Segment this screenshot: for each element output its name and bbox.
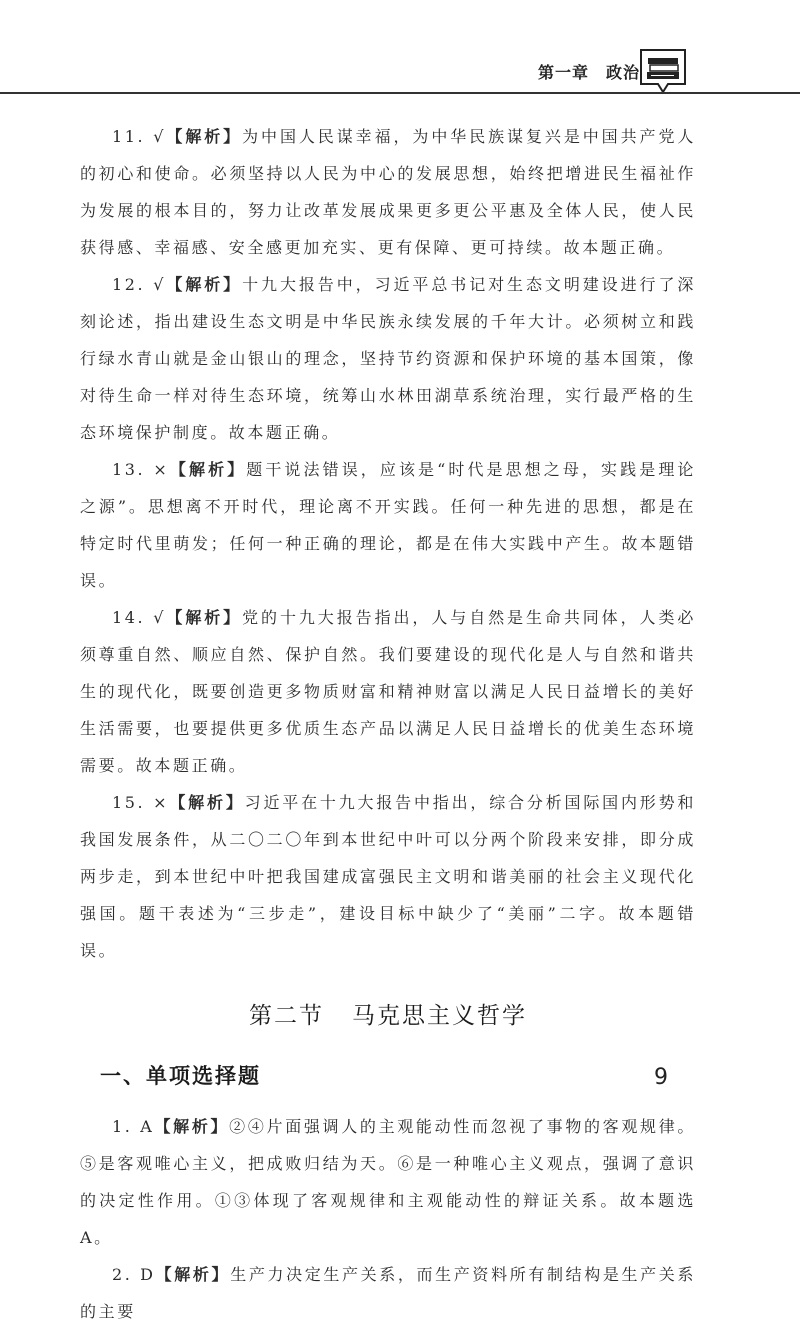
- answer-text: 党的十九大报告指出，人与自然是生命共同体，人类必须尊重自然、顺应自然、保护自然。我们要建设的现代化是人与自然和谐共生的现代化，既要创造更多物质财富和精神财富以满足人民日益增长的美好生活需要，也要提供更多优质生态产品以满足人民日益增长的优美生态环境需要。故本题正确。: [80, 608, 696, 775]
- answer-13: [80, 451, 696, 599]
- section-number: 第二节: [249, 1003, 324, 1029]
- section-title: [80, 997, 696, 1030]
- answer-2: [80, 1256, 696, 1330]
- answer-15: [80, 784, 696, 969]
- books-icon: [638, 46, 688, 96]
- analysis-tag: 【解析】: [166, 608, 243, 627]
- answers-top: [80, 118, 696, 969]
- answer-number: 13. ×: [112, 460, 170, 479]
- answer-text: 习近平在十九大报告中指出，综合分析国际国内形势和我国发展条件，从二〇二〇年到本世纪中叶可以分两个阶段来安排，即分成两步走，到本世纪中叶把我国建成富强民主文明和谐美丽的社会主义现代化强国。题干表述为“三步走”，建设目标中缺少了“美丽”二字。故本题错误。: [80, 793, 696, 960]
- answer-number: 15. ×: [112, 793, 170, 812]
- header-rule: [0, 92, 800, 94]
- answer-text: 为中国人民谋幸福，为中华民族谋复兴是中国共产党人的初心和使命。必须坚持以人民为中心的发展思想，始终把增进民生福祉作为发展的根本目的，努力让改革发展成果更多更公平惠及全体人民，使人民获得感、幸福感、安全感更加充实、更有保障、更可持续。故本题正确。: [80, 127, 696, 257]
- page-header: [0, 0, 800, 100]
- analysis-tag: 【解析】: [169, 793, 245, 812]
- page-content: [80, 118, 696, 1330]
- analysis-tag: 【解析】: [169, 460, 247, 479]
- answer-11: [80, 118, 696, 266]
- answer-number: 2. D: [112, 1265, 156, 1284]
- answer-14: [80, 599, 696, 784]
- page-number: 9: [654, 1065, 668, 1090]
- answer-number: 1. A: [112, 1117, 155, 1136]
- analysis-tag: 【解析】: [166, 127, 243, 146]
- answer-text: ②④片面强调人的主观能动性而忽视了事物的客观规律。⑤是客观唯心主义，把成败归结为天。⑥是一种唯心主义观点，强调了意识的决定性作用。①③体现了客观规律和主观能动性的辩证关系。故本题选 A。: [80, 1117, 696, 1247]
- answers-bottom: [80, 1108, 696, 1330]
- answer-number: 14. √: [112, 608, 167, 627]
- answer-text: 十九大报告中，习近平总书记对生态文明建设进行了深刻论述，指出建设生态文明是中华民族永续发展的千年大计。必须树立和践行绿水青山就是金山银山的理念，坚持节约资源和保护环境的基本国策，像对待生命一样对待生态环境，统筹山水林田湖草系统治理，实行最严格的生态环境保护制度。故本题正确。: [80, 275, 696, 442]
- chapter-title: 第一章 政治: [537, 63, 640, 82]
- answer-1: [80, 1108, 696, 1256]
- analysis-tag: 【解析】: [166, 275, 243, 294]
- section-name: 马克思主义哲学: [352, 1003, 527, 1029]
- answer-text: 生产力决定生产关系，而生产资料所有制结构是生产关系的主要: [80, 1265, 696, 1321]
- answer-number: 12. √: [112, 275, 167, 294]
- answer-text: 题干说法错误，应该是“时代是思想之母，实践是理论之源”。思想离不开时代，理论离不开实践。任何一种先进的思想，都是在特定时代里萌发；任何一种正确的理论，都是在伟大实践中产生。故本题错误。: [80, 460, 696, 590]
- answer-number: 11. √: [112, 127, 167, 146]
- answer-12: [80, 266, 696, 451]
- subsection-title: 一、单项选择题: [100, 1064, 261, 1088]
- analysis-tag: 【解析】: [155, 1265, 231, 1284]
- analysis-tag: 【解析】: [154, 1117, 230, 1136]
